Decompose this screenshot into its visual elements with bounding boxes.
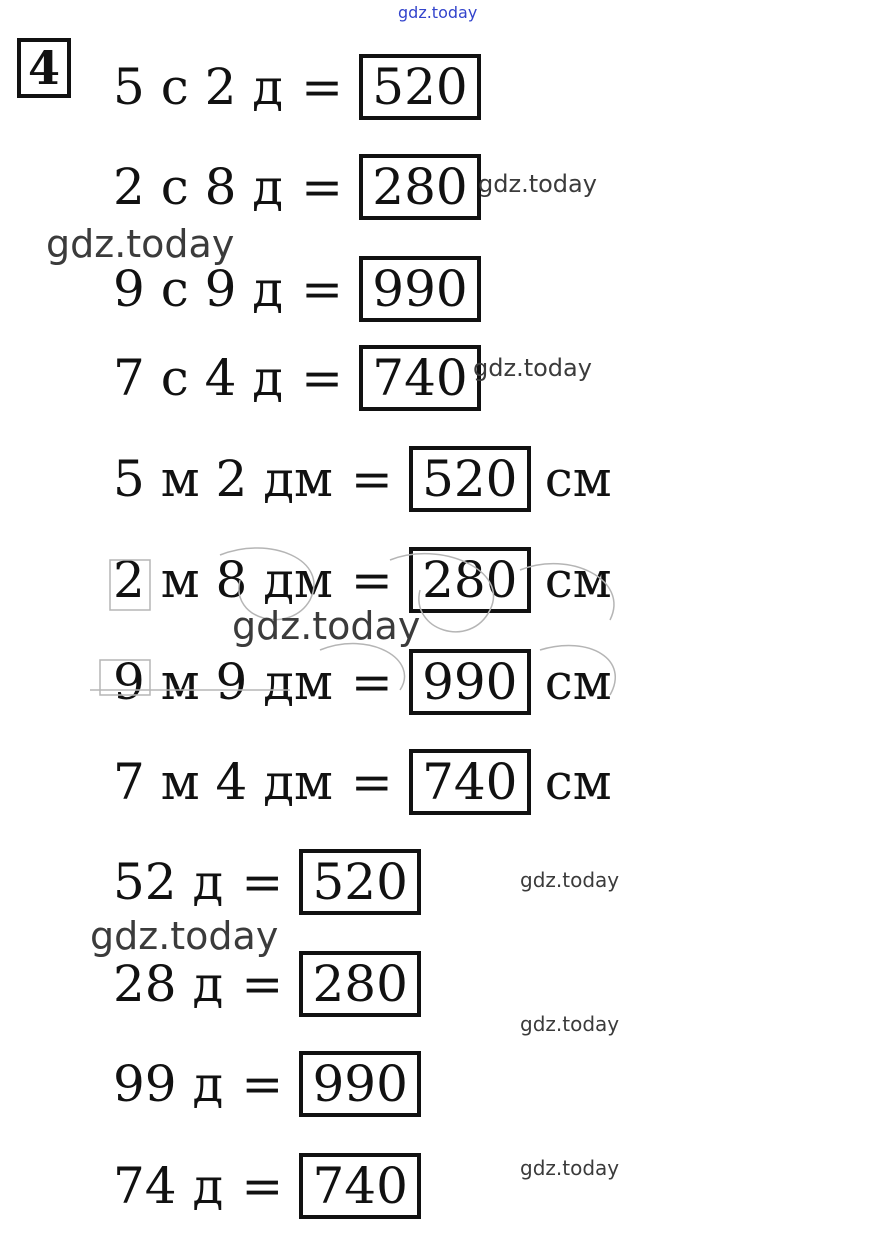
equals-sign: = [241,955,284,1013]
equals-sign: = [350,450,393,508]
unit-label: см [544,551,612,609]
equation-lhs: 2 с 8 д [113,158,284,216]
equals-sign: = [301,349,343,407]
watermark-text: gdz.today [520,868,620,892]
answer-box: 280 [359,154,481,220]
equation-row [113,154,481,220]
equation-row [113,1051,421,1117]
unit-label: см [544,450,612,508]
equation-lhs: 9 с 9 д [113,260,284,318]
equation-lhs: 28 д [113,955,224,1013]
watermark-text: gdz.today [232,604,421,648]
equation-row [113,951,421,1017]
answer-box: 280 [299,951,421,1017]
watermark-text: gdz.today [46,222,235,266]
equals-sign: = [350,753,393,811]
equals-sign: = [301,58,343,116]
answer-box: 990 [359,256,481,322]
equals-sign: = [241,853,284,911]
watermark-text: gdz.today [520,1012,620,1036]
answer-box: 520 [299,849,421,915]
equation-row [113,749,612,815]
watermark-text: gdz.today [478,170,597,198]
answer-box: 740 [299,1153,421,1219]
unit-label: см [544,653,612,711]
equals-sign: = [241,1055,284,1113]
answer-box: 740 [409,749,531,815]
equation-lhs: 74 д [113,1157,224,1215]
answer-box: 520 [409,446,531,512]
equation-row [113,849,421,915]
equals-sign: = [301,260,343,318]
watermark-text: gdz.today [520,1156,620,1180]
equals-sign: = [350,653,393,711]
watermark-text: gdz.today [398,3,478,22]
watermark-text: gdz.today [473,354,592,382]
equation-row [113,54,481,120]
task-number-box: 4 [17,38,71,98]
answer-box: 520 [359,54,481,120]
unit-label: см [544,753,612,811]
equation-lhs: 9 м 9 дм [113,653,333,711]
equation-lhs: 7 с 4 д [113,349,284,407]
equation-row [113,446,612,512]
equals-sign: = [301,158,343,216]
equation-row [113,1153,421,1219]
equation-lhs: 52 д [113,853,224,911]
equals-sign: = [241,1157,284,1215]
equals-sign: = [350,551,393,609]
answer-box: 990 [299,1051,421,1117]
answer-box: 280 [409,547,531,613]
equation-lhs: 99 д [113,1055,224,1113]
equation-lhs: 7 м 4 дм [113,753,333,811]
equation-row [113,345,481,411]
answer-box: 990 [409,649,531,715]
equation-lhs: 5 с 2 д [113,58,284,116]
equation-lhs: 2 м 8 дм [113,551,333,609]
watermark-text: gdz.today [90,914,279,958]
answer-box: 740 [359,345,481,411]
equation-lhs: 5 м 2 дм [113,450,333,508]
